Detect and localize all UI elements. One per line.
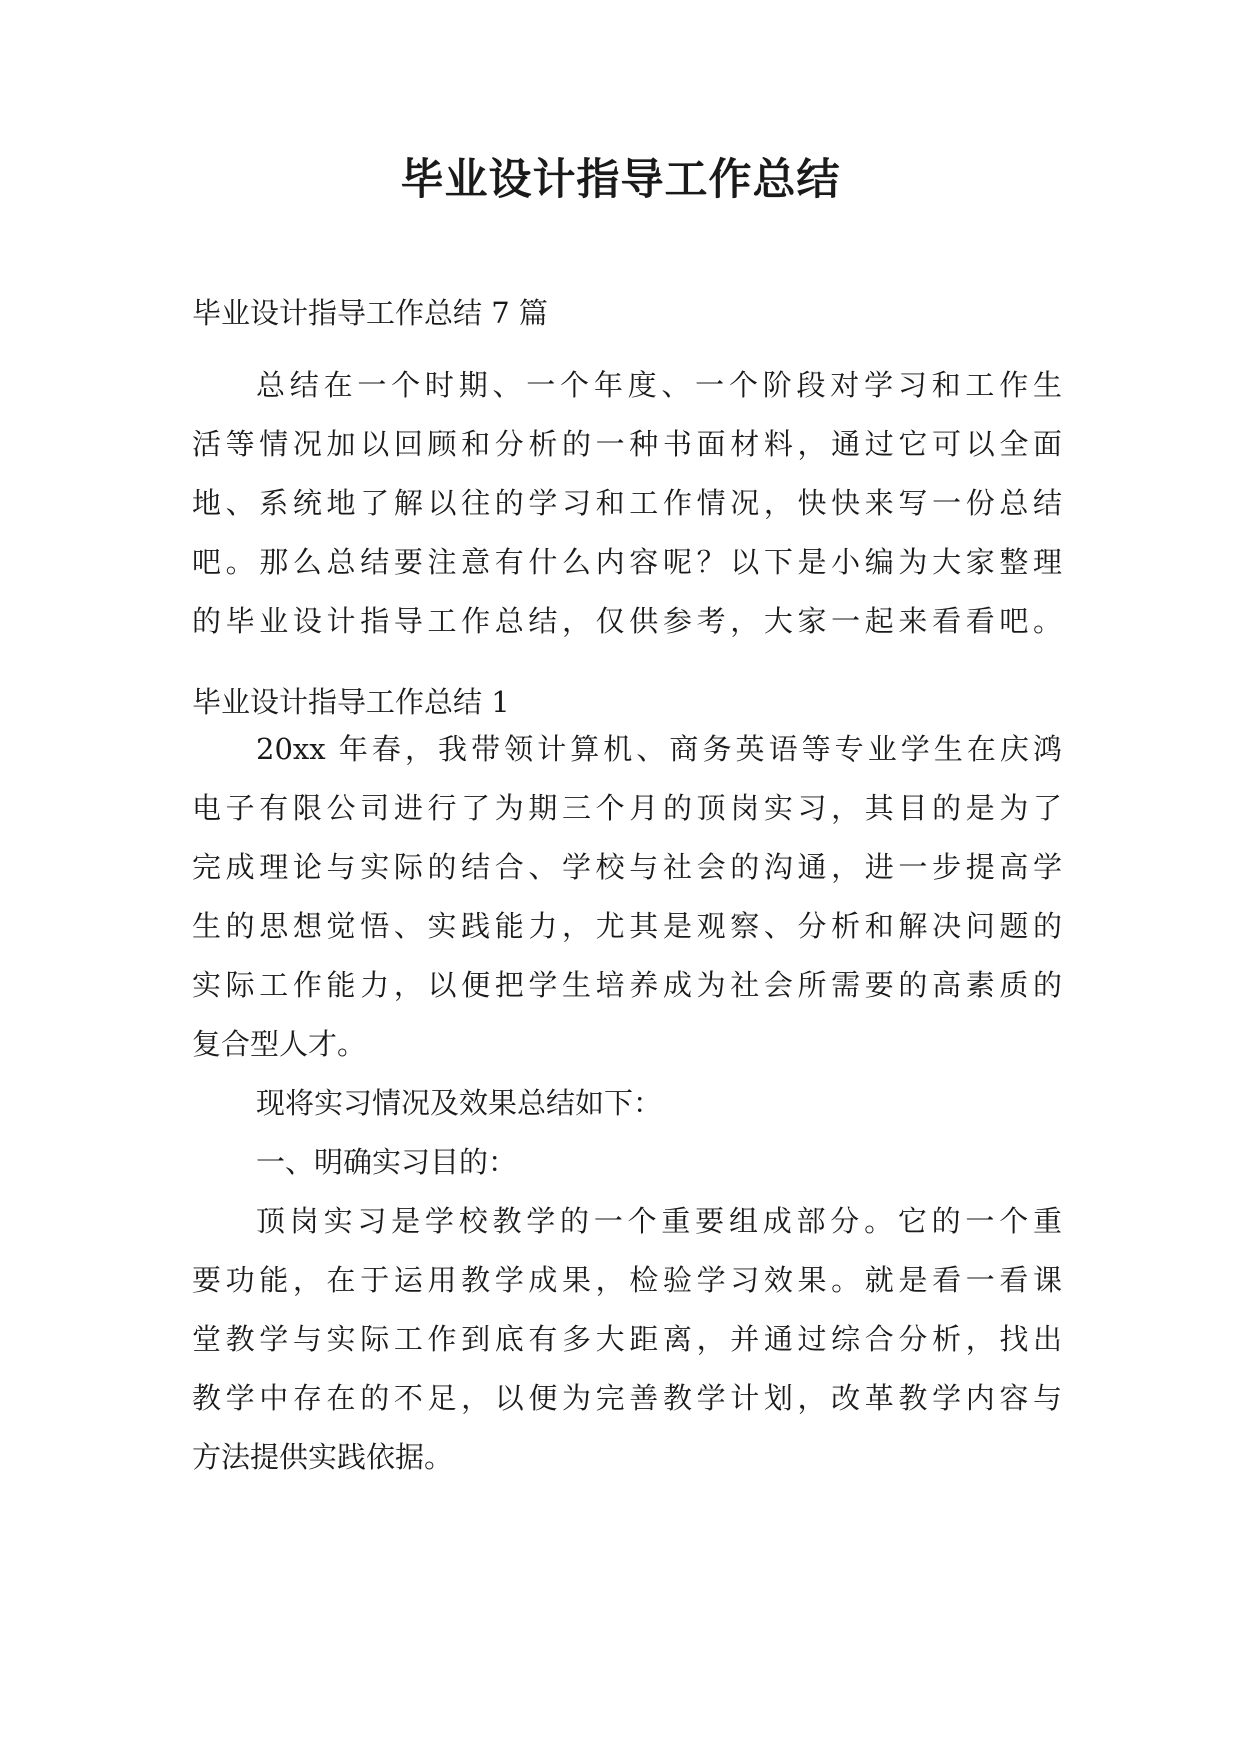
paragraph-line: 堂教学与实际工作到底有多大距离，并通过综合分析，找出 bbox=[192, 1322, 1062, 1356]
paragraph-line: 活等情况加以回顾和分析的一种书面材料，通过它可以全面 bbox=[192, 427, 1062, 461]
paragraph-line: 完成理论与实际的结合、学校与社会的沟通，进一步提高学 bbox=[192, 850, 1062, 884]
paragraph-line: 实际工作能力，以便把学生培养成为社会所需要的高素质的 bbox=[192, 968, 1062, 1002]
document-subtitle: 毕业设计指导工作总结 7 篇 bbox=[192, 296, 548, 330]
paragraph-line: 生的思想觉悟、实践能力，尤其是观察、分析和解决问题的 bbox=[192, 909, 1062, 943]
paragraph-line: 20xx 年春，我带领计算机、商务英语等专业学生在庆鸿 bbox=[256, 732, 1062, 766]
paragraph-line: 一、明确实习目的： bbox=[256, 1145, 518, 1179]
paragraph-line: 要功能，在于运用教学成果，检验学习效果。就是看一看课 bbox=[192, 1263, 1062, 1297]
paragraph-line: 顶岗实习是学校教学的一个重要组成部分。它的一个重 bbox=[256, 1204, 1062, 1238]
paragraph-line: 的毕业设计指导工作总结，仅供参考，大家一起来看看吧。 bbox=[192, 604, 1062, 638]
paragraph-line: 复合型人才。 bbox=[192, 1027, 367, 1061]
paragraph-line: 现将实习情况及效果总结如下： bbox=[256, 1086, 663, 1120]
paragraph-line: 地、系统地了解以往的学习和工作情况，快快来写一份总结 bbox=[192, 486, 1062, 520]
intro-paragraph bbox=[192, 356, 1062, 651]
section1-paragraph-1 bbox=[192, 720, 1062, 1074]
section-heading: 毕业设计指导工作总结 1 bbox=[192, 685, 510, 719]
paragraph-line: 总结在一个时期、一个年度、一个阶段对学习和工作生 bbox=[256, 368, 1062, 402]
paragraph-line: 吧。那么总结要注意有什么内容呢？以下是小编为大家整理 bbox=[192, 545, 1062, 579]
paragraph-line: 电子有限公司进行了为期三个月的顶岗实习，其目的是为了 bbox=[192, 791, 1062, 825]
section1-paragraph-3 bbox=[192, 1133, 1062, 1192]
section1-paragraph-2 bbox=[192, 1074, 1062, 1133]
paragraph-line: 教学中存在的不足，以便为完善教学计划，改革教学内容与 bbox=[192, 1381, 1062, 1415]
document-title: 毕业设计指导工作总结 bbox=[400, 155, 841, 205]
section1-paragraph-4 bbox=[192, 1192, 1062, 1487]
paragraph-line: 方法提供实践依据。 bbox=[192, 1440, 454, 1474]
